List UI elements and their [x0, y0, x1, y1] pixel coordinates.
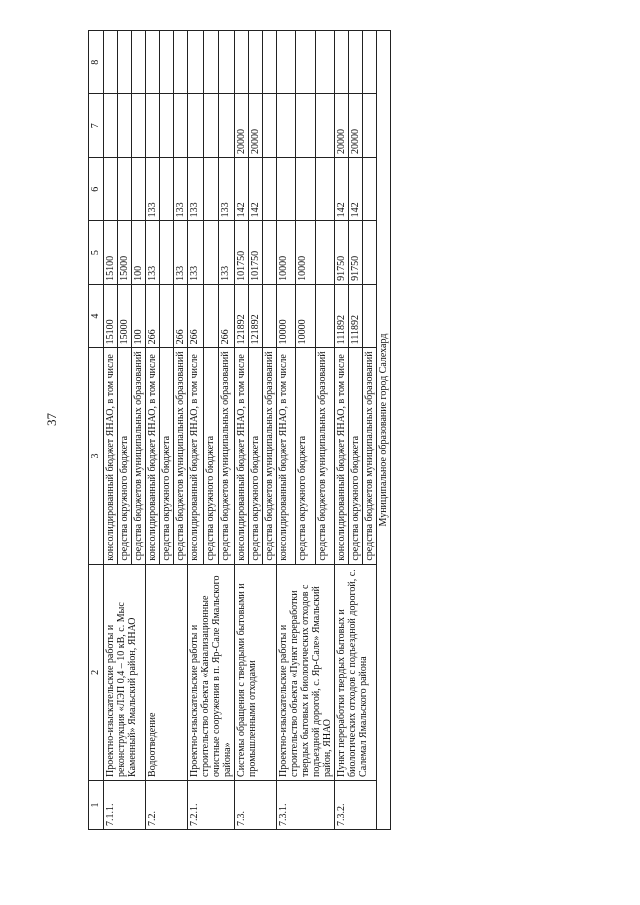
- amount-cell: [363, 157, 377, 220]
- amount-cell: [363, 284, 377, 347]
- funding-source: средства бюджетов муниципальных образований: [363, 348, 377, 564]
- table-row: [235, 31, 249, 830]
- funding-source: средства окружного бюджета: [118, 348, 132, 564]
- funding-source: средства окружного бюджета: [160, 348, 174, 564]
- rotated-table-wrapper: [88, 30, 588, 830]
- amount-cell: [277, 94, 296, 157]
- amount-cell: 121892: [235, 284, 249, 347]
- item-number: 7.2.1.: [188, 780, 235, 829]
- amount-cell: [146, 94, 160, 157]
- amount-cell: [146, 31, 160, 95]
- amount-cell: 142: [249, 157, 263, 220]
- amount-cell: 20000: [335, 94, 349, 157]
- amount-cell: 15100: [104, 284, 118, 347]
- amount-cell: 266: [146, 284, 160, 347]
- funding-source: консолидированный бюджет ЯНАО, в том числе: [188, 348, 204, 564]
- table-body: [104, 31, 377, 830]
- funding-source: средства окружного бюджета: [349, 348, 363, 564]
- amount-cell: 15100: [104, 221, 118, 284]
- amount-cell: [296, 94, 315, 157]
- amount-cell: [315, 221, 334, 284]
- amount-cell: [315, 284, 334, 347]
- amount-cell: 121892: [249, 284, 263, 347]
- amount-cell: 10000: [277, 221, 296, 284]
- funding-source: средства бюджетов муниципальных образований: [174, 348, 188, 564]
- amount-cell: 133: [219, 221, 235, 284]
- amount-cell: [203, 94, 219, 157]
- footer-row: [377, 31, 391, 830]
- amount-cell: 266: [188, 284, 204, 347]
- amount-cell: [203, 284, 219, 347]
- amount-cell: 101750: [249, 221, 263, 284]
- amount-cell: 133: [188, 157, 204, 220]
- amount-cell: [203, 31, 219, 95]
- amount-cell: [263, 284, 277, 347]
- amount-cell: [104, 31, 118, 95]
- amount-cell: 100: [132, 284, 146, 347]
- funding-source: консолидированный бюджет ЯНАО, в том числе: [104, 348, 118, 564]
- amount-cell: [335, 31, 349, 95]
- amount-cell: [263, 157, 277, 220]
- amount-cell: [174, 94, 188, 157]
- amount-cell: 142: [235, 157, 249, 220]
- item-name: Системы обращения с твердыми бытовыми и промышленными отходами: [235, 564, 277, 780]
- col-header: 8: [89, 31, 104, 95]
- item-number: 7.3.: [235, 780, 277, 829]
- amount-cell: 142: [349, 157, 363, 220]
- header-row: [89, 31, 104, 830]
- amount-cell: [363, 31, 377, 95]
- amount-cell: 266: [219, 284, 235, 347]
- table-row: [335, 31, 349, 830]
- amount-cell: [296, 31, 315, 95]
- funding-source: консолидированный бюджет ЯНАО, в том числе: [277, 348, 296, 564]
- amount-cell: [160, 157, 174, 220]
- table-row: [104, 31, 118, 830]
- col-header: 1: [89, 780, 104, 829]
- amount-cell: 111892: [335, 284, 349, 347]
- item-name: Пункт переработки твердых бытовых и биологических отходов с подъездной дорогой, с. Салемал Ямальского района: [335, 564, 377, 780]
- item-number: 7.3.1.: [277, 780, 335, 829]
- page-number: 37: [44, 413, 59, 426]
- amount-cell: 111892: [349, 284, 363, 347]
- amount-cell: 10000: [296, 284, 315, 347]
- amount-cell: [160, 284, 174, 347]
- amount-cell: [315, 157, 334, 220]
- amount-cell: [349, 31, 363, 95]
- table-row: [188, 31, 204, 830]
- amount-cell: [363, 94, 377, 157]
- amount-cell: [203, 221, 219, 284]
- amount-cell: [263, 221, 277, 284]
- amount-cell: [118, 157, 132, 220]
- col-header: 2: [89, 564, 104, 780]
- funding-source: консолидированный бюджет ЯНАО, в том числе: [235, 348, 249, 564]
- amount-cell: [219, 94, 235, 157]
- amount-cell: 15000: [118, 284, 132, 347]
- funding-source: средства окружного бюджета: [203, 348, 219, 564]
- col-header: 4: [89, 284, 104, 347]
- amount-cell: [277, 31, 296, 95]
- amount-cell: [203, 157, 219, 220]
- item-number: 7.2.: [146, 780, 188, 829]
- amount-cell: 101750: [235, 221, 249, 284]
- col-header: 5: [89, 221, 104, 284]
- amount-cell: [174, 31, 188, 95]
- amount-cell: 133: [174, 221, 188, 284]
- amount-cell: 10000: [296, 221, 315, 284]
- amount-cell: [160, 94, 174, 157]
- amount-cell: 133: [219, 157, 235, 220]
- amount-cell: [188, 31, 204, 95]
- amount-cell: 20000: [235, 94, 249, 157]
- amount-cell: [160, 221, 174, 284]
- amount-cell: [235, 31, 249, 95]
- amount-cell: [104, 157, 118, 220]
- item-name: Проектно-изыскательские работы и строительство объекта «Канализационные очистные сооружения в п. Яр-Сале Ямальского района»: [188, 564, 235, 780]
- amount-cell: [188, 94, 204, 157]
- amount-cell: 133: [146, 157, 160, 220]
- item-number: 7.3.2.: [335, 780, 377, 829]
- funding-source: средства бюджетов муниципальных образований: [263, 348, 277, 564]
- funding-source: средства бюджетов муниципальных образований: [315, 348, 334, 564]
- amount-cell: 133: [188, 221, 204, 284]
- amount-cell: [104, 94, 118, 157]
- amount-cell: [249, 31, 263, 95]
- amount-cell: 91750: [349, 221, 363, 284]
- amount-cell: 20000: [349, 94, 363, 157]
- table-row: [277, 31, 296, 830]
- item-number: 7.1.1.: [104, 780, 146, 829]
- col-header: 3: [89, 348, 104, 564]
- amount-cell: [315, 31, 334, 95]
- amount-cell: [118, 94, 132, 157]
- item-name: Водоотведение: [146, 564, 188, 780]
- amount-cell: [263, 31, 277, 95]
- amount-cell: 133: [174, 157, 188, 220]
- amount-cell: 20000: [249, 94, 263, 157]
- funding-source: консолидированный бюджет ЯНАО, в том числе: [335, 348, 349, 564]
- amount-cell: [277, 157, 296, 220]
- funding-source: средства бюджетов муниципальных образований: [219, 348, 235, 564]
- col-header: 7: [89, 94, 104, 157]
- budget-table: [88, 30, 391, 830]
- amount-cell: 10000: [277, 284, 296, 347]
- amount-cell: [118, 31, 132, 95]
- amount-cell: 91750: [335, 221, 349, 284]
- col-header: 6: [89, 157, 104, 220]
- amount-cell: 100: [132, 221, 146, 284]
- amount-cell: [132, 94, 146, 157]
- amount-cell: [160, 31, 174, 95]
- funding-source: консолидированный бюджет ЯНАО, в том числе: [146, 348, 160, 564]
- item-name: Проектно-изыскательские работы и строительство объекта «Пункт переработки твердых бытовых и биологических отходов с подъездной дорогой, с. Яр-Сале» Ямальский район, ЯНАО: [277, 564, 335, 780]
- amount-cell: [219, 31, 235, 95]
- amount-cell: [315, 94, 334, 157]
- amount-cell: [132, 31, 146, 95]
- item-name: Проектно-изыскательские работы и реконструкция «ЛЭП 0,4 – 10 кВ, с. Мыс Каменный» Ямальский район, ЯНАО: [104, 564, 146, 780]
- table-row: [146, 31, 160, 830]
- amount-cell: 15000: [118, 221, 132, 284]
- funding-source: средства окружного бюджета: [296, 348, 315, 564]
- amount-cell: 142: [335, 157, 349, 220]
- amount-cell: 133: [146, 221, 160, 284]
- amount-cell: [263, 94, 277, 157]
- amount-cell: 266: [174, 284, 188, 347]
- funding-source: средства окружного бюджета: [249, 348, 263, 564]
- funding-source: средства бюджетов муниципальных образований: [132, 348, 146, 564]
- amount-cell: [132, 157, 146, 220]
- amount-cell: [296, 157, 315, 220]
- footer-label: Муниципальное образование город Салехард: [377, 31, 391, 830]
- amount-cell: [363, 221, 377, 284]
